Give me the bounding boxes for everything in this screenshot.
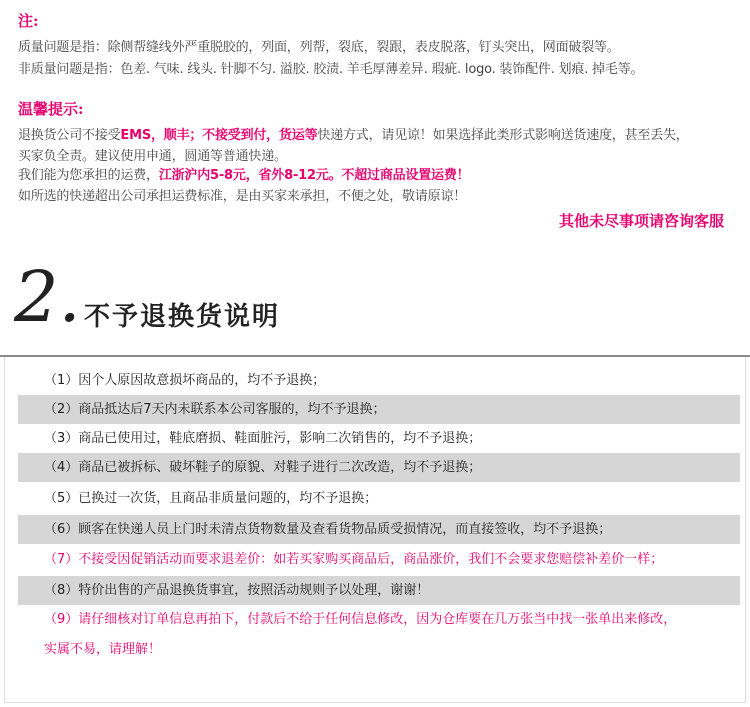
- rule-row: （7）不接受因促销活动而要求退差价：如若买家购买商品后，商品涨价，我们不会要求您赔偿补差价一样；: [44, 552, 664, 567]
- rule-row: （1）因个人原因故意损坏商品的，均不予退换；: [44, 373, 326, 388]
- tips-line-1-a: 退换货公司不接受: [18, 128, 121, 143]
- section-heading: 不予退换货说明: [84, 302, 281, 332]
- section-number: 2.: [14, 256, 81, 338]
- tips-line-3-b: 江浙沪内5-8元，省外8-12元。不超过商品设置运费！: [158, 168, 470, 183]
- rule-row: （2）商品抵达后7天内未联系本公司客服的，均不予退换；: [18, 395, 740, 424]
- rule-row: （5）已换过一次货，且商品非质量问题的，均不予退换；: [44, 491, 378, 506]
- rule-row: （9）请仔细核对订单信息再拍下，付款后不给于任何信息修改，因为仓库要在几万张当中找一张单出来修改，: [44, 612, 677, 627]
- tips-line-3: [18, 164, 469, 183]
- tips-line-1-b: EMS，顺丰；不接受到付，货运等: [120, 128, 318, 143]
- rule-row: （8）特价出售的产品退换货事宜，按照活动规则予以处理，谢谢！: [18, 576, 740, 605]
- tips-line-4: 如所选的快递超出公司承担运费标准，是由买家来承担，不便之处，敬请原谅！: [18, 189, 467, 204]
- rule-row-continuation: 实属不易，请理解！: [44, 642, 162, 657]
- tips-line-3-a: 我们能为您承担的运费，: [18, 168, 159, 183]
- rule-row: （3）商品已使用过，鞋底磨损、鞋面脏污，影响二次销售的，均不予退换；: [44, 431, 482, 446]
- tips-line-1-c: 快递方式，请见谅！如果选择此类形式影响送货速度，甚至丢失，: [317, 128, 689, 143]
- rule-row: （6）顾客在快递人员上门时未清点货物数量及查看货物品质受损情况，而直接签收，均不予退换；: [18, 515, 740, 544]
- quality-issue-text: 质量问题是指：除侧帮缝线外严重脱胶的，列面，列帮，裂底，裂跟，表皮脱落，钉头突出，网面破裂等。: [18, 40, 620, 55]
- rule-row: （4）商品已被拆标、破坏鞋子的原貌、对鞋子进行二次改造，均不予退换；: [18, 453, 740, 482]
- contact-service-note: 其他未尽事项请咨询客服: [558, 212, 724, 230]
- tips-line-1: [18, 124, 689, 143]
- notice-title: 注:: [18, 12, 39, 30]
- tips-line-2: 买家负全责。建议使用申通，圆通等普通快递。: [18, 149, 287, 164]
- tips-title: 温馨提示:: [18, 100, 84, 118]
- non-quality-issue-text: 非质量问题是指：色差. 气味. 线头. 针脚不匀. 溢胶. 胶渍. 羊毛厚薄差异. 瑕疵. logo. 装饰配件. 划痕. 掉毛等。: [18, 62, 644, 77]
